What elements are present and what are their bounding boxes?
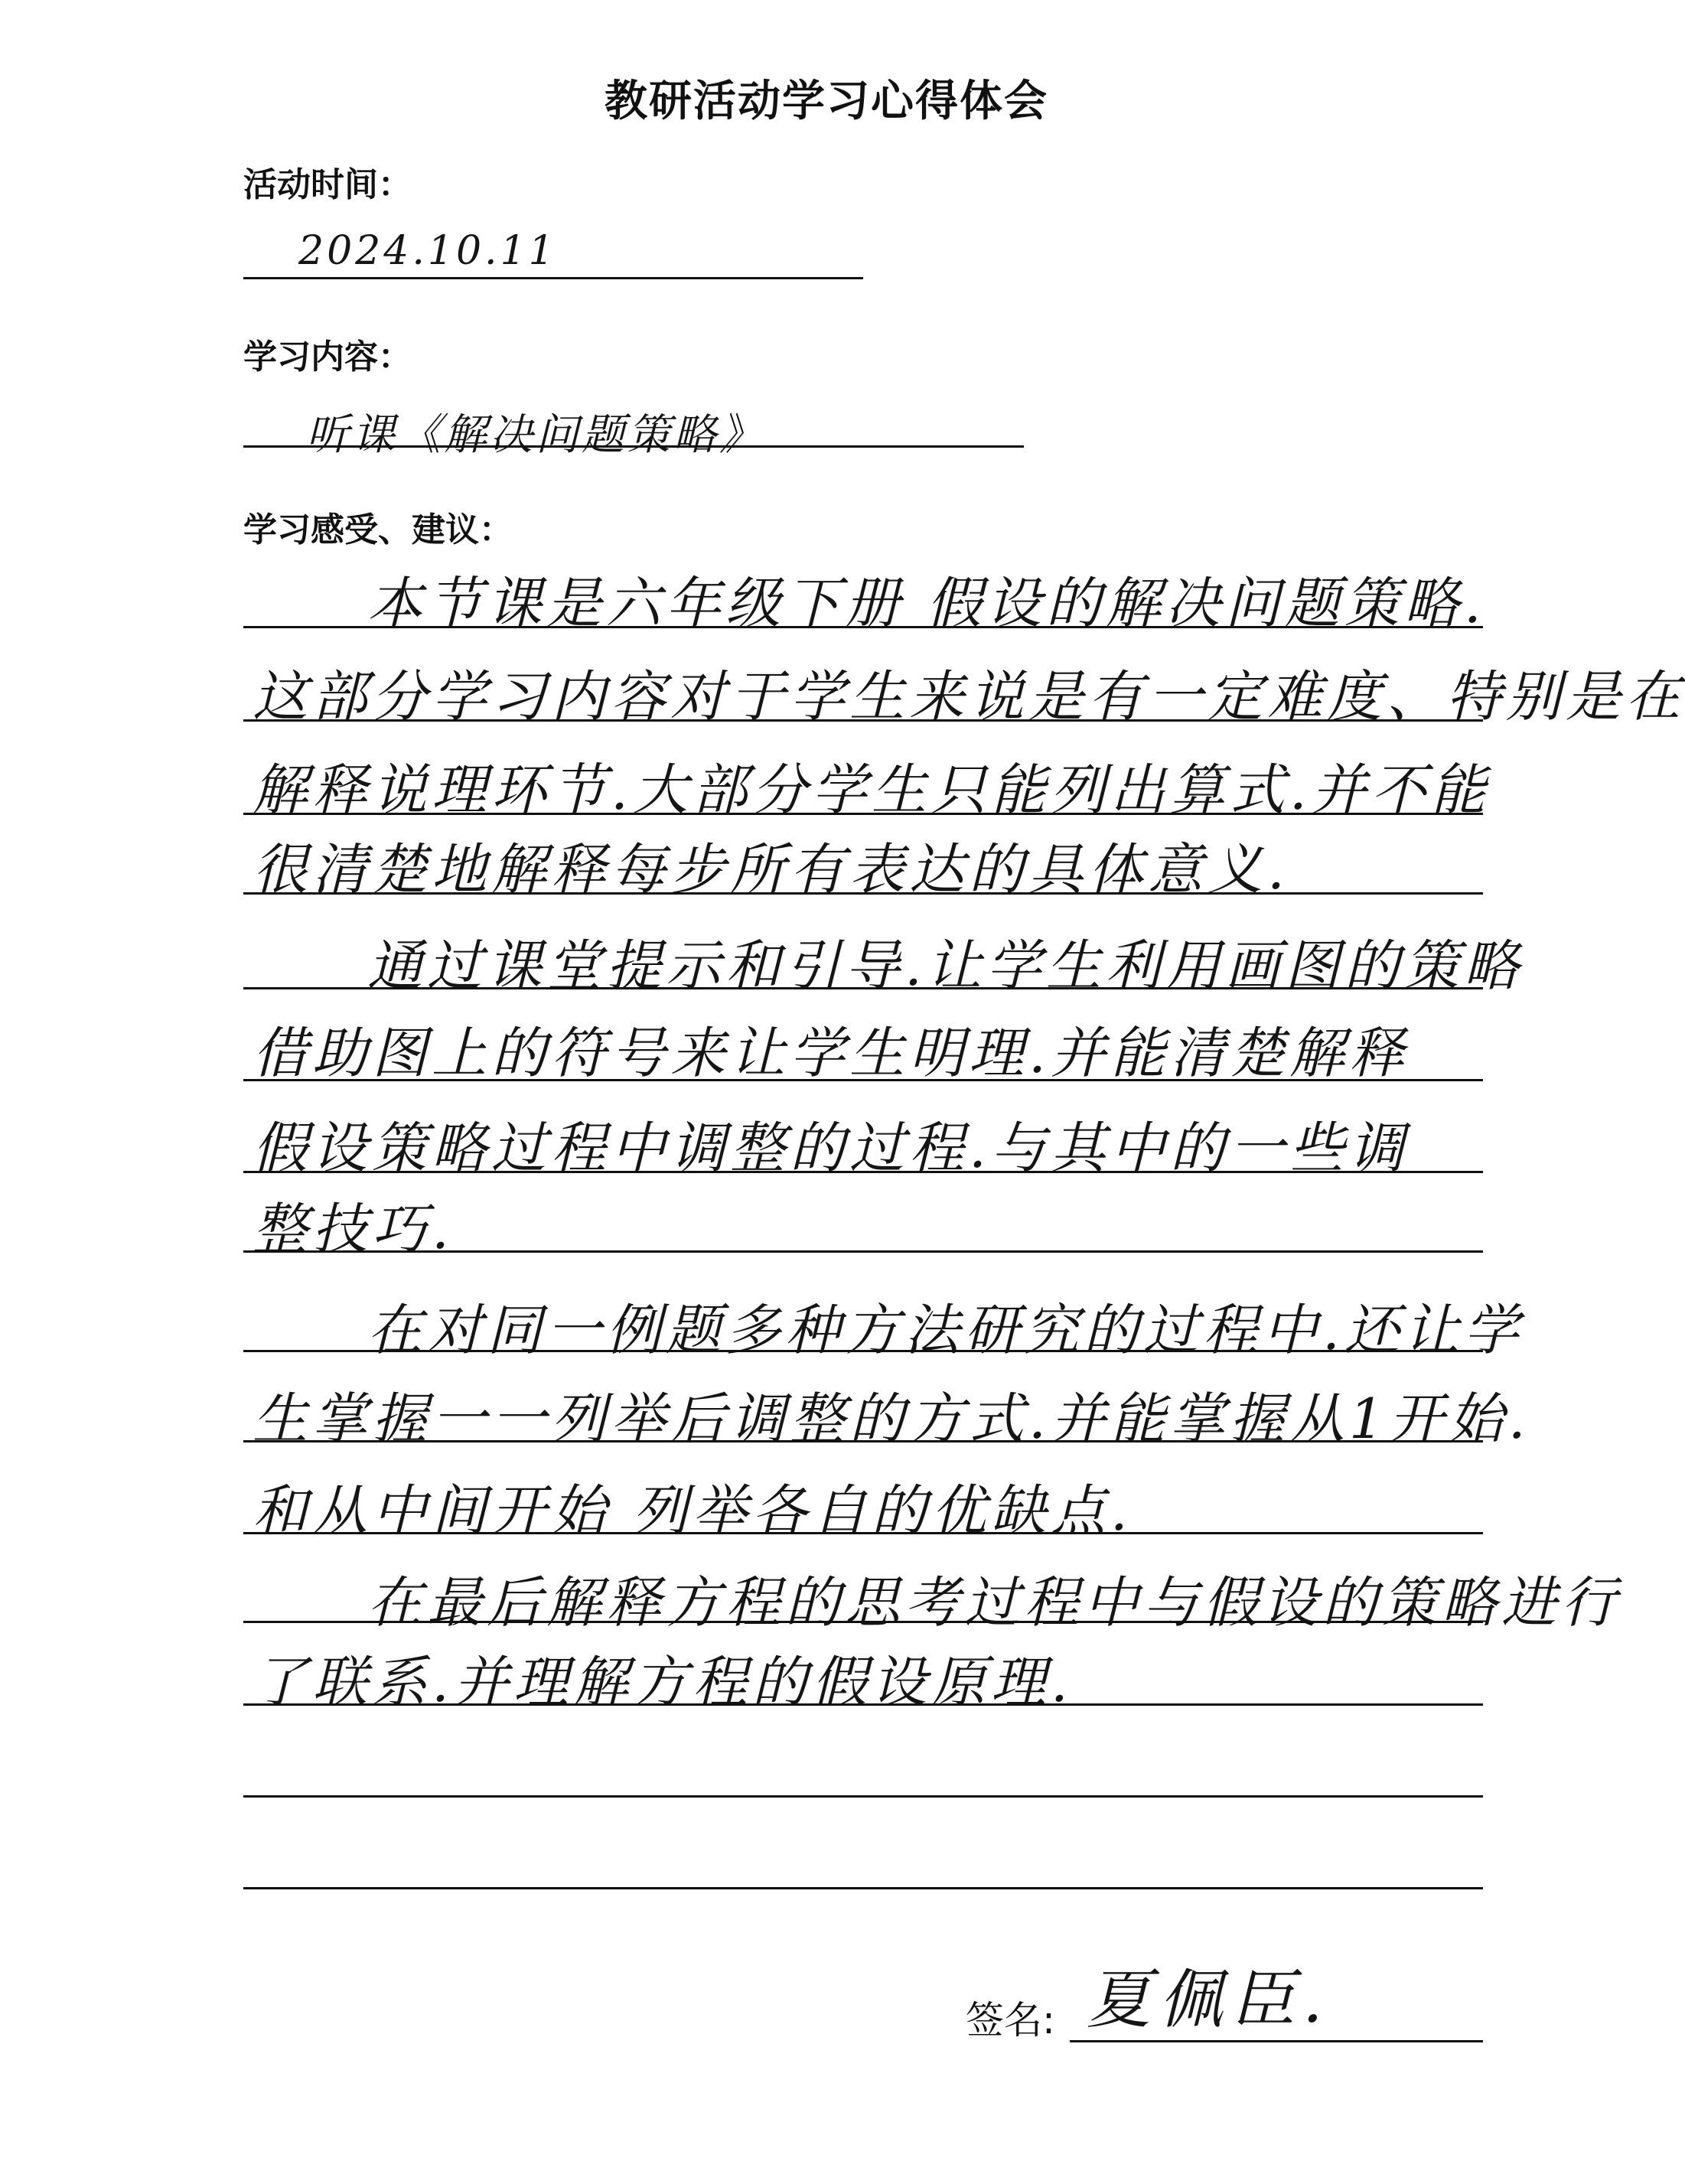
reflection-line-13: 了联系.并理解方程的假设原理. <box>253 1650 1073 1714</box>
reflection-line-2: 这部分学习内容对于学生来说是有一定难度、特别是在 <box>253 664 1685 729</box>
reflection-rule <box>243 1532 1483 1534</box>
activity-time-rule <box>243 277 863 279</box>
signature-handwriting: 夏佩臣. <box>1087 1962 1331 2037</box>
study-content-label: 学习内容： <box>243 337 412 376</box>
activity-time-value: 2024.10.11 <box>298 228 557 274</box>
reflection-label: 学习感受、建议： <box>243 510 513 549</box>
reflection-line-1: 本节课是六年级下册 假设的解决问题策略. <box>367 571 1486 635</box>
signature-rule <box>1070 2040 1483 2042</box>
signature-label: 签名: <box>966 1998 1055 2042</box>
reflection-rule <box>243 626 1483 628</box>
reflection-rule <box>243 1887 1483 1889</box>
reflection-rule <box>243 1703 1483 1706</box>
reflection-line-7: 假设策略过程中调整的过程.与其中的一些调 <box>253 1116 1409 1180</box>
reflection-rule <box>243 1350 1483 1352</box>
reflection-rule <box>243 719 1483 722</box>
reflection-rule <box>243 892 1483 895</box>
reflection-rule <box>243 987 1483 989</box>
reflection-line-9: 在对同一例题多种方法研究的过程中.还让学 <box>367 1298 1524 1362</box>
reflection-line-3: 解释说理环节.大部分学生只能列出算式.并不能 <box>253 758 1491 822</box>
reflection-line-10: 生掌握一一列举后调整的方式.并能掌握从1开始. <box>253 1387 1530 1451</box>
reflection-rule <box>243 1621 1483 1623</box>
reflection-rule <box>243 1795 1483 1798</box>
reflection-line-12: 在最后解释方程的思考过程中与假设的策略进行 <box>367 1570 1621 1635</box>
study-content-rule <box>243 445 1024 448</box>
reflection-line-11: 和从中间开始 列举各自的优缺点. <box>253 1478 1133 1543</box>
study-content-value: 听课《解决问题策略》 <box>306 410 765 460</box>
reflection-rule <box>243 1171 1483 1173</box>
reflection-line-8: 整技巧. <box>253 1197 454 1261</box>
reflection-line-6: 借助图上的符号来让学生明理.并能清楚解释 <box>253 1021 1409 1085</box>
reflection-line-4: 很清楚地解释每步所有表达的具体意义. <box>253 837 1289 901</box>
reflection-rule <box>243 1079 1483 1081</box>
reflection-rule <box>243 1250 1483 1253</box>
reflection-line-5: 通过课堂提示和引导.让学生利用画图的策略 <box>367 934 1524 998</box>
reflection-rule <box>243 1440 1483 1442</box>
reflection-rule <box>243 813 1483 815</box>
document-title: 教研活动学习心得体会 <box>605 77 1048 126</box>
activity-time-label: 活动时间： <box>243 165 412 204</box>
